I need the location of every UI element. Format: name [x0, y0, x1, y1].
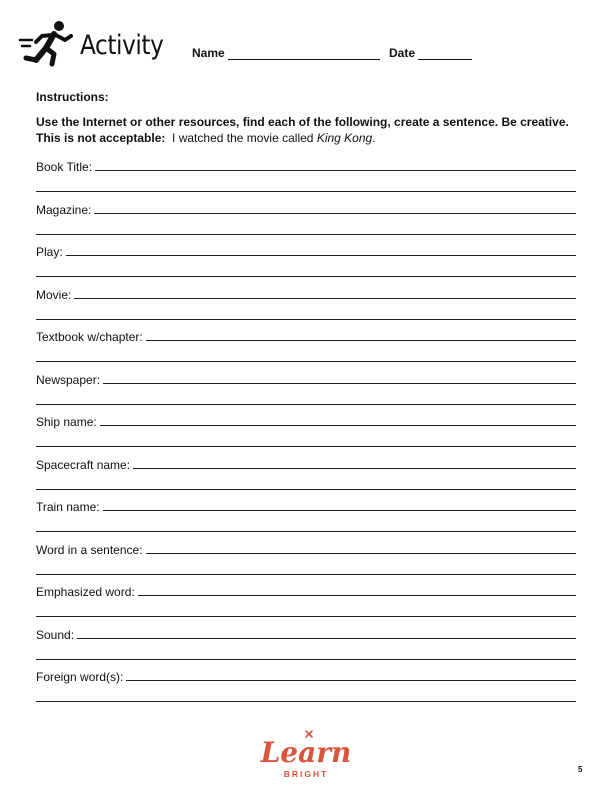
answer-line[interactable] [36, 659, 576, 660]
answer-line[interactable] [36, 319, 576, 320]
example-title: King Kong [316, 131, 373, 145]
answer-line[interactable] [36, 701, 576, 702]
answer-line[interactable] [74, 298, 576, 299]
field-label: Play: [36, 245, 63, 259]
field-label: Newspaper: [36, 372, 101, 387]
answer-row [36, 241, 576, 284]
instructions-main: Use the Internet or other resources, find each of the following, create a sentence. Be creative. This is not acceptable: [36, 115, 569, 145]
answer-row [36, 411, 576, 454]
instructions-heading: Instructions: [36, 90, 109, 104]
logo-subword: BRIGHT [283, 769, 329, 779]
running-person-icon [18, 18, 74, 68]
answer-row [36, 369, 576, 412]
answer-line[interactable] [36, 446, 576, 447]
answer-row [36, 156, 576, 199]
example-suffix: . [372, 131, 376, 145]
date-label: Date [389, 46, 416, 60]
answer-line[interactable] [36, 234, 576, 235]
answer-row [36, 581, 576, 624]
date-blank[interactable] [418, 48, 472, 60]
field-label: Sound: [36, 627, 75, 642]
learn-bright-logo [254, 728, 358, 782]
answer-row [36, 284, 576, 327]
name-label: Name [192, 46, 225, 60]
answer-line[interactable] [103, 383, 576, 384]
answer-line[interactable] [36, 489, 576, 490]
instructions-text [36, 114, 582, 146]
answer-row [36, 454, 576, 497]
field-label: Movie: [36, 287, 72, 302]
answer-row [36, 326, 576, 369]
page-number: 5 [578, 765, 583, 774]
answer-line[interactable] [146, 340, 576, 341]
name-blank[interactable] [228, 48, 380, 60]
answer-line[interactable] [36, 191, 576, 192]
answer-line[interactable] [146, 553, 576, 554]
field-label: Word in a sentence: [36, 542, 143, 557]
answer-line[interactable] [138, 595, 576, 596]
field-label: Spacecraft name: [36, 457, 131, 472]
answer-line[interactable] [36, 361, 576, 362]
field-label: Magazine: [36, 202, 92, 217]
answer-line[interactable] [103, 510, 576, 511]
answer-line[interactable] [77, 638, 576, 639]
answer-line[interactable] [66, 255, 576, 256]
answer-fields [36, 156, 576, 709]
field-label: Ship name: [36, 415, 97, 429]
answer-row [36, 624, 576, 667]
field-label: Train name: [36, 500, 100, 514]
answer-line[interactable] [126, 680, 576, 681]
date-field[interactable] [389, 46, 472, 60]
field-label: Book Title: [36, 160, 93, 174]
answer-line[interactable] [133, 468, 576, 469]
answer-row [36, 199, 576, 242]
answer-line[interactable] [36, 276, 576, 277]
logo-word: Learn [260, 736, 352, 769]
answer-line[interactable] [36, 574, 576, 575]
field-label: Foreign word(s): [36, 670, 124, 684]
page-title: Activity [80, 30, 164, 61]
answer-line[interactable] [36, 531, 576, 532]
field-label: Textbook w/chapter: [36, 330, 143, 344]
answer-row [36, 496, 576, 539]
answer-row [36, 539, 576, 582]
answer-line[interactable] [36, 404, 576, 405]
answer-row [36, 666, 576, 709]
answer-line[interactable] [100, 425, 576, 426]
name-field[interactable] [192, 46, 380, 60]
example-prefix: I watched the movie called [172, 131, 314, 145]
answer-line[interactable] [95, 170, 576, 171]
answer-line[interactable] [36, 616, 576, 617]
field-label: Emphasized word: [36, 585, 135, 599]
answer-line[interactable] [94, 213, 576, 214]
